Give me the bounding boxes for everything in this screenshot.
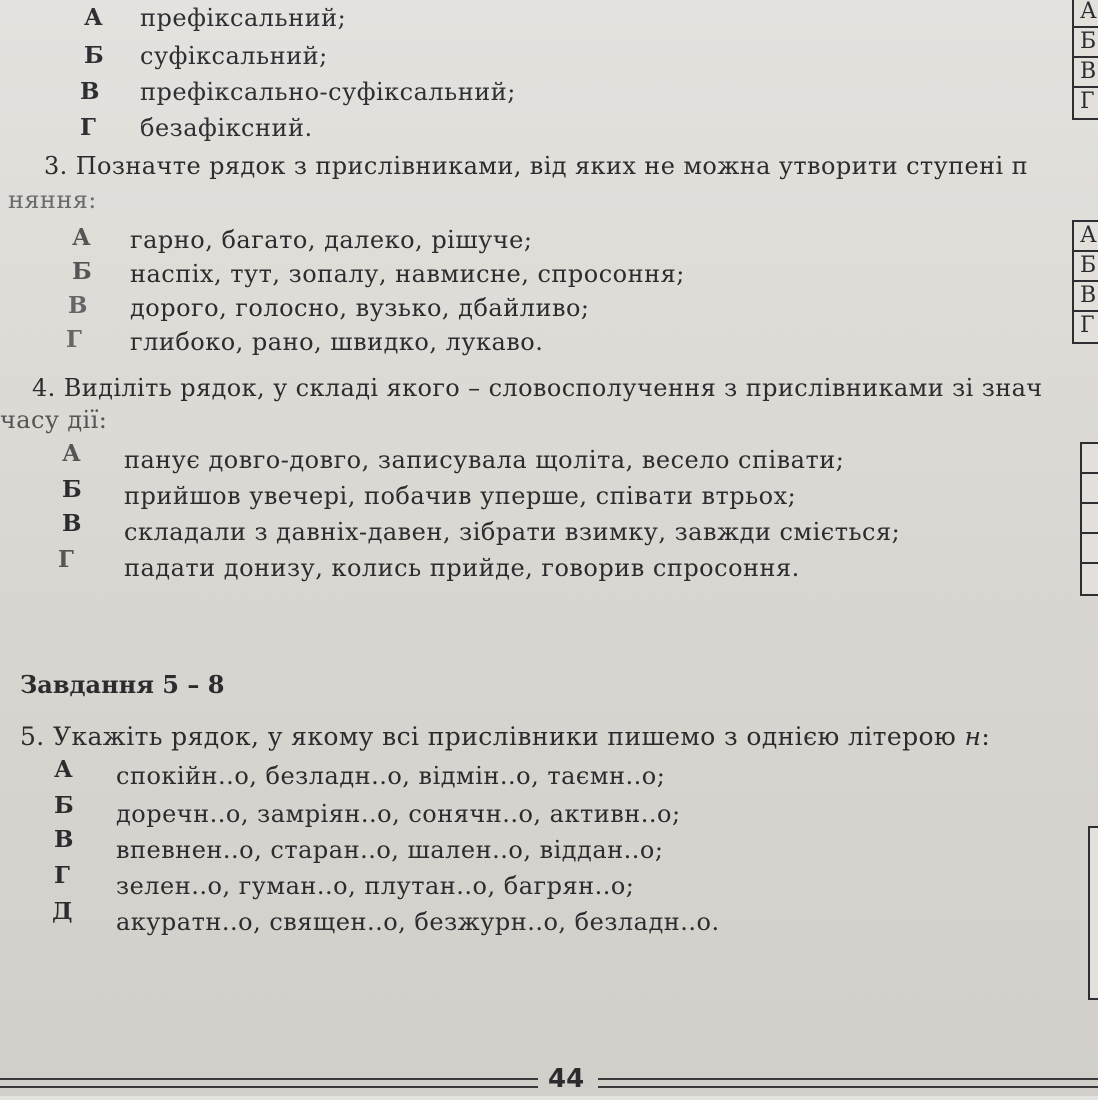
answer-cell[interactable]: В (1074, 282, 1098, 312)
answer-grid-q5 (1088, 826, 1098, 1000)
section-heading: Завдання 5 – 8 (20, 670, 225, 699)
answer-cell[interactable]: Г (1080, 313, 1095, 338)
answer-grid-q3 (1072, 220, 1098, 344)
option-letter: Д (52, 898, 73, 925)
option-text: складали з давніх-давен, зібрати взимку, завжди сміється; (124, 518, 901, 546)
option-text: спокійн..о, безладн..о, відмін..о, таємн..о; (116, 762, 666, 790)
option-text: префіксально-суфіксальний; (140, 78, 516, 106)
answer-cell[interactable]: Б (1074, 252, 1098, 282)
option-text: суфіксальний; (140, 42, 328, 70)
option-letter: Г (80, 114, 96, 141)
answer-cell[interactable] (1082, 504, 1098, 534)
answer-cell[interactable] (1082, 564, 1098, 594)
option-letter: В (54, 826, 74, 853)
option-text: доречн..о, замріян..о, сонячн..о, активн..о; (116, 800, 681, 828)
option-letter: Г (66, 326, 82, 353)
option-text: впевнен..о, старан..о, шален..о, віддан..о; (116, 836, 664, 864)
answer-cell[interactable]: В (1074, 58, 1098, 88)
question-stem: 4. Виділіть рядок, у складі якого – словосполучення з прислівниками зі знач (32, 374, 1043, 402)
question-stem-text: 5. Укажіть рядок, у якому всі прислівники пишемо з однією літерою (20, 722, 965, 751)
question-stem-continued: няння: (8, 186, 97, 214)
option-text: глибоко, рано, швидко, лукаво. (130, 328, 544, 356)
option-letter: Г (58, 546, 74, 573)
answer-cell[interactable]: А (1074, 222, 1098, 252)
option-text: префіксальний; (140, 4, 347, 32)
option-text: наспіх, тут, зопалу, навмисне, спросоння; (130, 260, 685, 288)
answer-grid-q4 (1080, 442, 1098, 596)
option-text: зелен..о, гуман..о, плутан..о, багрян..о; (116, 872, 635, 900)
answer-cell[interactable]: А (1074, 0, 1098, 28)
option-letter: А (54, 756, 73, 783)
question-stem: 3. Позначте рядок з прислівниками, від яких не можна утворити ступені п (44, 152, 1029, 180)
page-footer (0, 1060, 1098, 1100)
option-letter: Б (84, 42, 104, 69)
question-stem-letter: н (964, 722, 982, 751)
option-text: прийшов увечері, побачив уперше, співати втрьох; (124, 482, 797, 510)
footer-rule-left (0, 1078, 538, 1088)
answer-cell[interactable]: Б (1074, 28, 1098, 58)
answer-cell[interactable] (1082, 474, 1098, 504)
option-letter: А (72, 224, 91, 251)
answer-cell[interactable] (1082, 534, 1098, 564)
answer-cell[interactable] (1082, 444, 1098, 474)
option-letter: Г (54, 862, 70, 889)
option-letter: В (62, 510, 82, 537)
option-letter: Б (62, 476, 82, 503)
answer-cell[interactable]: Г (1080, 89, 1095, 114)
option-letter: В (80, 78, 100, 105)
question-stem (20, 722, 990, 751)
option-letter: Б (54, 792, 74, 819)
option-text: падати донизу, колись прийде, говорив спросоння. (124, 554, 800, 582)
footer-rule-right (598, 1078, 1098, 1088)
option-text: панує довго-довго, записувала щоліта, весело співати; (124, 446, 845, 474)
option-text: гарно, багато, далеко, рішуче; (130, 226, 533, 254)
page-number: 44 (548, 1064, 585, 1094)
option-letter: А (62, 440, 81, 467)
answer-grid-q2 (1072, 0, 1098, 120)
question-stem-end: : (981, 722, 991, 751)
option-letter: В (68, 292, 88, 319)
question-stem-continued: часу дії: (0, 406, 108, 434)
option-text: дорого, голосно, вузько, дбайливо; (130, 294, 590, 322)
option-letter: А (84, 4, 103, 31)
option-letter: Б (72, 258, 92, 285)
option-text: акуратн..о, священ..о, безжурн..о, безладн..о. (116, 908, 720, 936)
option-text: безафіксний. (140, 114, 313, 142)
